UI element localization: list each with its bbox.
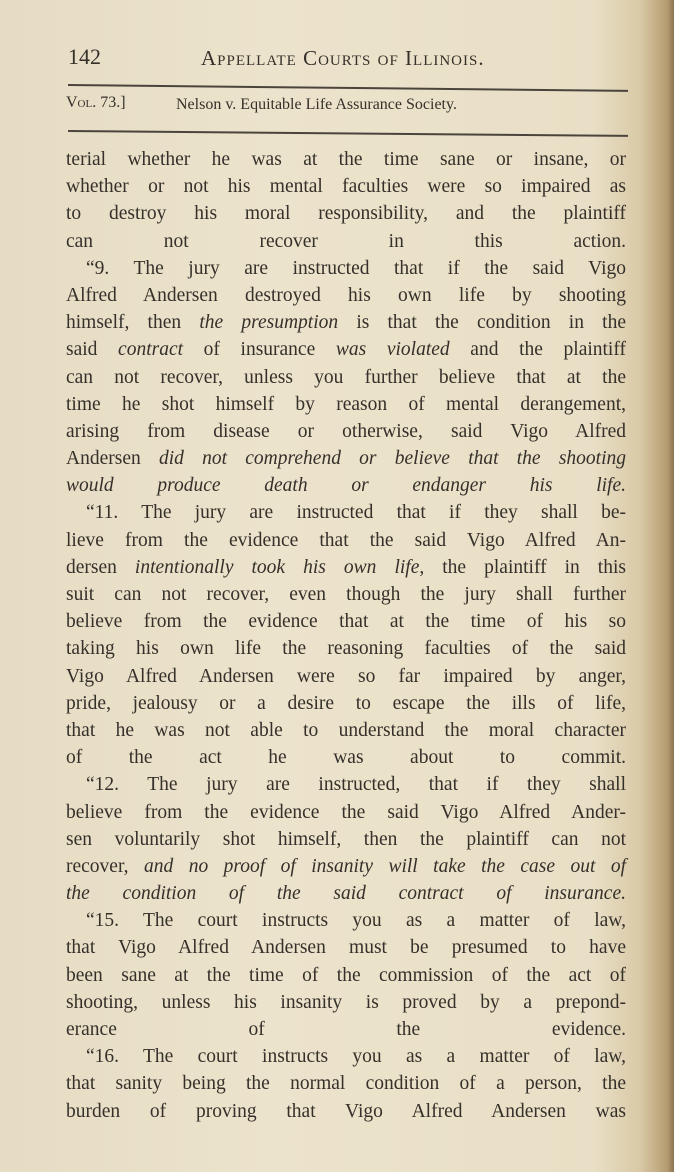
text-line <box>66 690 626 717</box>
text-segment: that Vigo Alfred Andersen must be presumed to have <box>66 937 626 959</box>
text-line <box>66 608 626 635</box>
text-line <box>66 1016 626 1043</box>
text-line <box>66 853 626 880</box>
text-line <box>66 146 626 173</box>
text-line <box>66 744 626 771</box>
header-rule-bottom <box>68 130 628 136</box>
text-segment: to destroy his moral responsibility, and the plaintiff <box>66 203 626 225</box>
text-line <box>66 1070 626 1097</box>
text-segment: “16. The court instructs you as a matter of law, <box>86 1046 626 1068</box>
text-line <box>66 1043 626 1070</box>
text-segment: lieve from the evidence that the said Vigo Alfred An- <box>66 529 626 551</box>
italic-text: was violated <box>335 339 450 361</box>
text-segment: believe from the evidence that at the time of his so <box>66 611 626 633</box>
text-segment: that sanity being the normal condition of a person, the <box>66 1073 626 1095</box>
text-line <box>66 1098 626 1125</box>
text-segment: recover, <box>66 855 144 877</box>
text-line <box>66 527 626 554</box>
italic-text: the presumption <box>199 312 339 334</box>
text-segment: Andersen <box>66 448 159 470</box>
text-line <box>66 962 626 989</box>
text-line <box>66 200 626 227</box>
text-segment: “12. The jury are instructed, that if they shall <box>86 774 626 796</box>
text-segment: , the plaintiff in this <box>419 556 626 578</box>
text-segment: dersen <box>66 556 135 578</box>
text-segment: can not recover, unless you further believe that at the <box>66 366 626 388</box>
text-segment: “11. The jury are instructed that if they shall be- <box>86 502 626 524</box>
text-segment: himself, then <box>66 312 200 334</box>
text-line <box>66 336 626 363</box>
text-line <box>66 907 626 934</box>
text-segment: is that the condition in the <box>338 312 626 334</box>
text-line <box>66 282 626 309</box>
text-segment: believe from the evidence the said Vigo Alfred Ander- <box>66 801 626 823</box>
text-line <box>66 554 626 581</box>
text-line <box>66 663 626 690</box>
text-line <box>66 173 626 200</box>
text-line <box>66 255 626 282</box>
text-segment: whether or not his mental faculties were so impaired as <box>66 176 626 198</box>
running-head: Appellate Courts of Illinois. <box>201 46 485 70</box>
page-header <box>68 44 628 74</box>
text-segment: erance of the evidence. <box>66 1019 626 1040</box>
text-segment: burden of proving that Vigo Alfred Andersen was <box>66 1100 626 1122</box>
text-segment: “15. The court instructs you as a matter of law, <box>86 910 626 932</box>
text-segment: Alfred Andersen destroyed his own life by shooting <box>66 284 626 306</box>
text-line <box>66 499 626 526</box>
italic-text: intentionally took his own life <box>134 556 420 578</box>
text-segment: of insurance <box>183 339 336 361</box>
text-segment: suit can not recover, even though the jury shall further <box>66 584 626 605</box>
italic-text: contract <box>118 339 184 361</box>
italic-text: would produce death or endanger his life. <box>66 475 626 497</box>
text-segment: “9. The jury are instructed that if the said Vigo <box>86 257 626 279</box>
text-line <box>66 934 626 961</box>
text-line <box>66 826 626 853</box>
page-body-text <box>66 146 626 1125</box>
text-line <box>66 717 626 744</box>
page-number: 142 <box>68 44 101 69</box>
text-segment: taking his own life the reasoning faculties of the said <box>66 638 626 660</box>
text-line <box>66 309 626 336</box>
case-title: Nelson v. Equitable Life Assurance Society. <box>176 96 457 113</box>
text-line <box>66 391 626 418</box>
text-segment: of the act he was about to commit. <box>66 747 626 769</box>
text-segment: terial whether he was at the time sane or insane, or <box>66 149 626 170</box>
text-line <box>66 771 626 798</box>
text-line <box>66 472 626 499</box>
text-segment: sen voluntarily shot himself, then the plaintiff can not <box>66 828 626 850</box>
text-line <box>66 228 626 255</box>
text-segment: pride, jealousy or a desire to escape the ills of life, <box>66 692 626 714</box>
text-line <box>66 799 626 826</box>
text-line <box>66 418 626 445</box>
text-segment: Vigo Alfred Andersen were so far impaired by anger, <box>66 665 626 687</box>
text-line <box>66 635 626 662</box>
text-line <box>66 989 626 1016</box>
text-line <box>66 364 626 391</box>
text-segment: time he shot himself by reason of mental derangement, <box>66 393 626 415</box>
text-segment: shooting, unless his insanity is proved by a prepond- <box>66 991 626 1013</box>
text-segment: that he was not able to understand the moral character <box>66 719 626 741</box>
text-segment: arising from disease or otherwise, said Vigo Alfred <box>66 420 626 442</box>
text-line <box>66 581 626 608</box>
italic-text: and no proof of insanity will take the case out of <box>144 855 626 877</box>
italic-text: did not comprehend or believe that the shooting <box>158 448 626 470</box>
text-line <box>66 880 626 907</box>
text-segment: and the plaintiff <box>449 339 626 361</box>
header-rule-top <box>68 84 628 91</box>
text-line <box>66 445 626 472</box>
text-segment: been sane at the time of the commission of the act of <box>66 964 626 986</box>
italic-text: the condition of the said contract of insurance. <box>66 883 626 905</box>
volume-label: Vol. 73.] <box>66 94 126 111</box>
text-segment: said <box>66 339 119 361</box>
text-segment: can not recover in this action. <box>66 230 626 252</box>
